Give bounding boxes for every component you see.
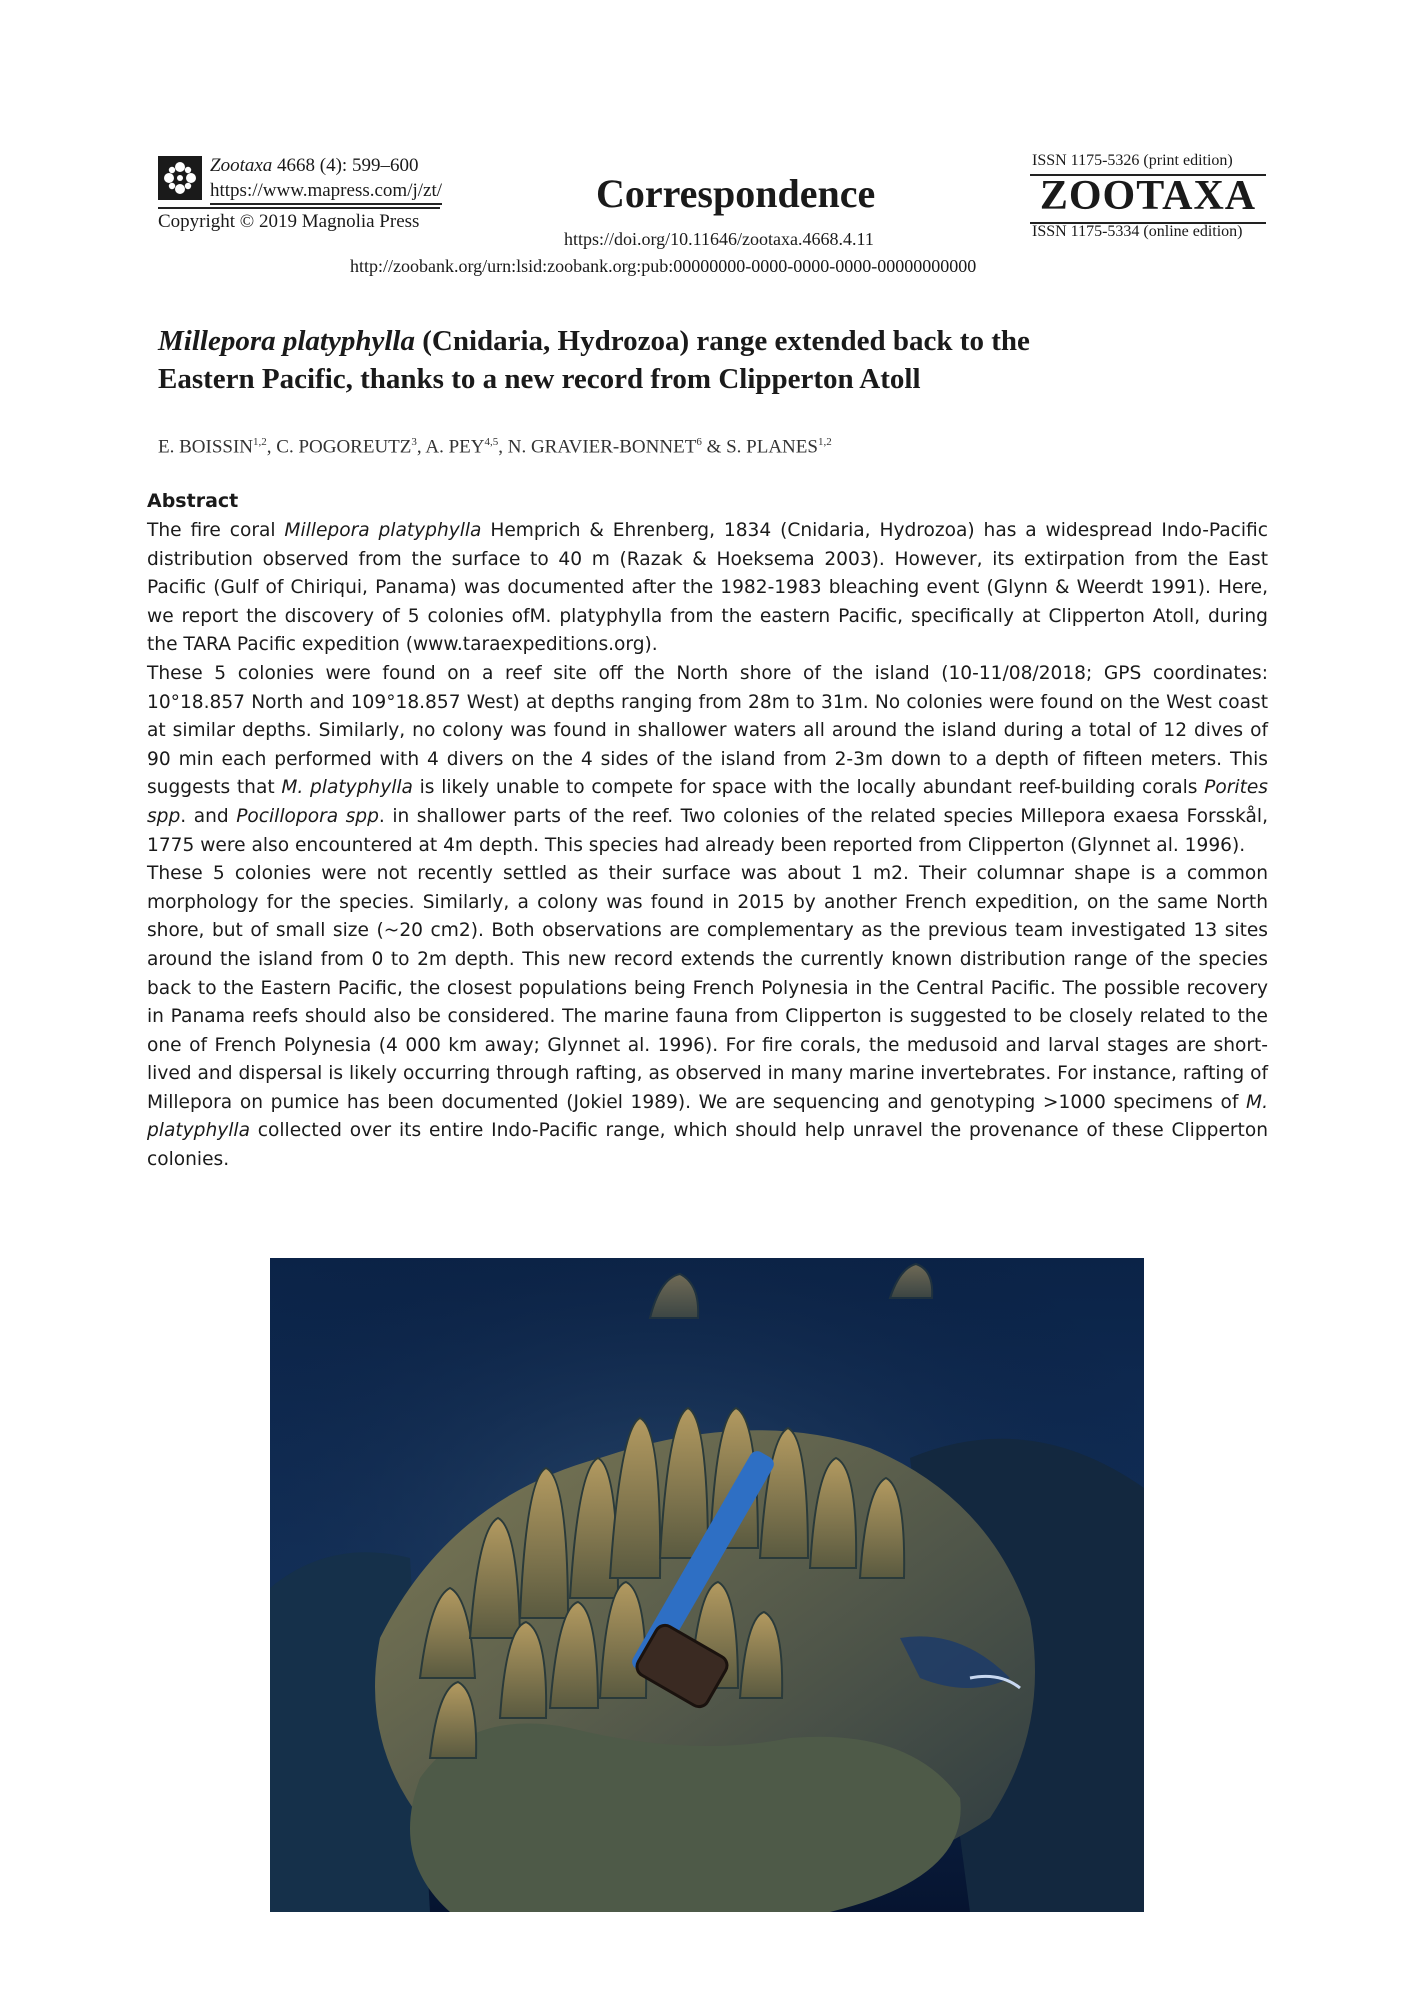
italic-term: Porites spp xyxy=(147,777,1268,827)
zootaxa-wordmark: ZOOTAXA xyxy=(1039,173,1257,219)
text-run: . in shallower parts of the reef. Two colonies of the related species Millepora exaesa Forsskål, 1775 were also encountered at 4m depth. This species had already been reported from Clipperton (Glynnet al. 1996). xyxy=(147,805,1268,856)
abstract-heading: Abstract xyxy=(147,490,239,512)
text-run: The fire coral xyxy=(147,520,285,541)
abstract-paragraph-1 xyxy=(147,517,1268,660)
coral-colony-photo xyxy=(270,1258,1144,1912)
title-species: Millepora platyphylla xyxy=(158,325,415,357)
copyright-notice: Copyright © 2019 Magnolia Press xyxy=(158,211,420,232)
text-run: These 5 colonies were found on a reef site off the North shore of the island (10-11/08/2018; GPS coordinates: 10°18.857 North and 109°18.857 West) at depths ranging from 28m to 31m. No colonies were found on the West coast at similar depths. Similarly, no colony was found in shallower waters all around the island during a total of 12 dives of 90 min each performed with 4 divers on the 4 sides of the island from 2-3m down to a depth of fifteen meters. This suggests that xyxy=(147,662,1268,799)
author-name: E. BOISSIN xyxy=(158,436,254,458)
author-name: S. PLANES xyxy=(726,436,818,458)
author-separator: , xyxy=(266,436,277,458)
text-run: These 5 colonies were not recently settled as their surface was about 1 m2. Their columnar shape is a common morphology for the species. Similarly, a colony was found in 2015 by another French expedition, on the same North shore, but of small size (~20 cm2). Both observations are complementary as the previous team investigated 13 sites around the island from 0 to 2m depth. This new record extends the currently known distribution range of the species back to the Eastern Pacific, the closest populations being French Polynesia in the Central Pacific. The possible recovery in Panama reefs should also be considered. The marine fauna from Clipperton is suggested to be closely related to the one of French Polynesia (4 000 km away; Glynnet al. 1996). For fire corals, the medusoid and larval stages are short-lived and dispersal is likely occurring through rafting, as observed in many marine invertebrates. For instance, rafting of Millepora on pumice has been documented (Jokiel 1989). We are sequencing and genotyping >1000 specimens of xyxy=(147,863,1268,1113)
volume-pages: 4668 (4): 599–600 xyxy=(272,155,419,176)
title-line1-rest: (Cnidaria, Hydrozoa) range extended back to the xyxy=(414,325,1030,357)
section-title: Correspondence xyxy=(596,171,876,216)
abstract-body xyxy=(147,517,1268,1175)
coral-photo-illustration xyxy=(270,1258,1144,1912)
italic-term: Millepora platyphylla xyxy=(284,520,482,541)
zootaxa-logo-icon xyxy=(158,156,202,200)
author-affiliation: 4,5 xyxy=(484,436,499,448)
author-affiliation: 1,2 xyxy=(253,436,267,448)
italic-term: M. platyphylla xyxy=(281,777,413,799)
italic-term: Pocillopora spp xyxy=(236,805,379,827)
author-separator: & xyxy=(701,436,727,458)
text-run: . and xyxy=(180,805,237,827)
author-separator: , xyxy=(498,436,508,458)
author-affiliation: 1,2 xyxy=(817,436,832,448)
author-affiliation: 6 xyxy=(696,436,702,448)
text-run: collected over its entire Indo-Pacific range, which should help unravel the provenance of these Clipperton colonies. xyxy=(147,1120,1268,1171)
text-run: is likely unable to compete for space with the locally abundant reef-building corals xyxy=(412,777,1205,799)
journal-url-link[interactable]: https://www.mapress.com/j/zt/ xyxy=(210,180,442,205)
journal-citation xyxy=(210,152,418,180)
author-affiliation: 3 xyxy=(411,436,417,448)
zoobank-link[interactable]: http://zoobank.org/urn:lsid:zoobank.org:pub:00000000-0000-0000-0000-00000000000 xyxy=(350,256,977,276)
abstract-paragraph-2 xyxy=(147,660,1268,860)
title-line2: Eastern Pacific, thanks to a new record from Clipperton Atoll xyxy=(158,363,921,395)
italic-term: M. platyphylla xyxy=(147,1091,1268,1142)
author-name: N. GRAVIER-BONNET xyxy=(507,436,697,458)
article-title xyxy=(158,322,1258,398)
journal-name: Zootaxa xyxy=(210,155,273,176)
header-divider xyxy=(158,207,440,209)
issn-online: ISSN 1175-5334 (online edition) xyxy=(1032,223,1243,240)
author-name: C. POGOREUTZ xyxy=(276,436,412,458)
author-name: A. PEY xyxy=(425,436,485,458)
issn-print: ISSN 1175-5326 (print edition) xyxy=(1032,152,1233,169)
author-separator: , xyxy=(416,436,426,458)
doi-link[interactable]: https://doi.org/10.11646/zootaxa.4668.4.11 xyxy=(564,229,874,249)
abstract-paragraph-3 xyxy=(147,860,1268,1175)
text-run: Hemprich & Ehrenberg, 1834 (Cnidaria, Hydrozoa) has a widespread Indo-Pacific distribution observed from the surface to 40 m (Razak & Hoeksema 2003). However, its extirpation from the East Pacific (Gulf of Chiriqui, Panama) was documented after the 1982-1983 bleaching event (Glynn & Weerdt 1991). Here, we report the discovery of 5 colonies ofM. platyphylla from the eastern Pacific, specifically at Clipperton Atoll, during the TARA Pacific expedition (www.taraexpeditions.org). xyxy=(147,520,1268,656)
author-list xyxy=(158,436,832,458)
